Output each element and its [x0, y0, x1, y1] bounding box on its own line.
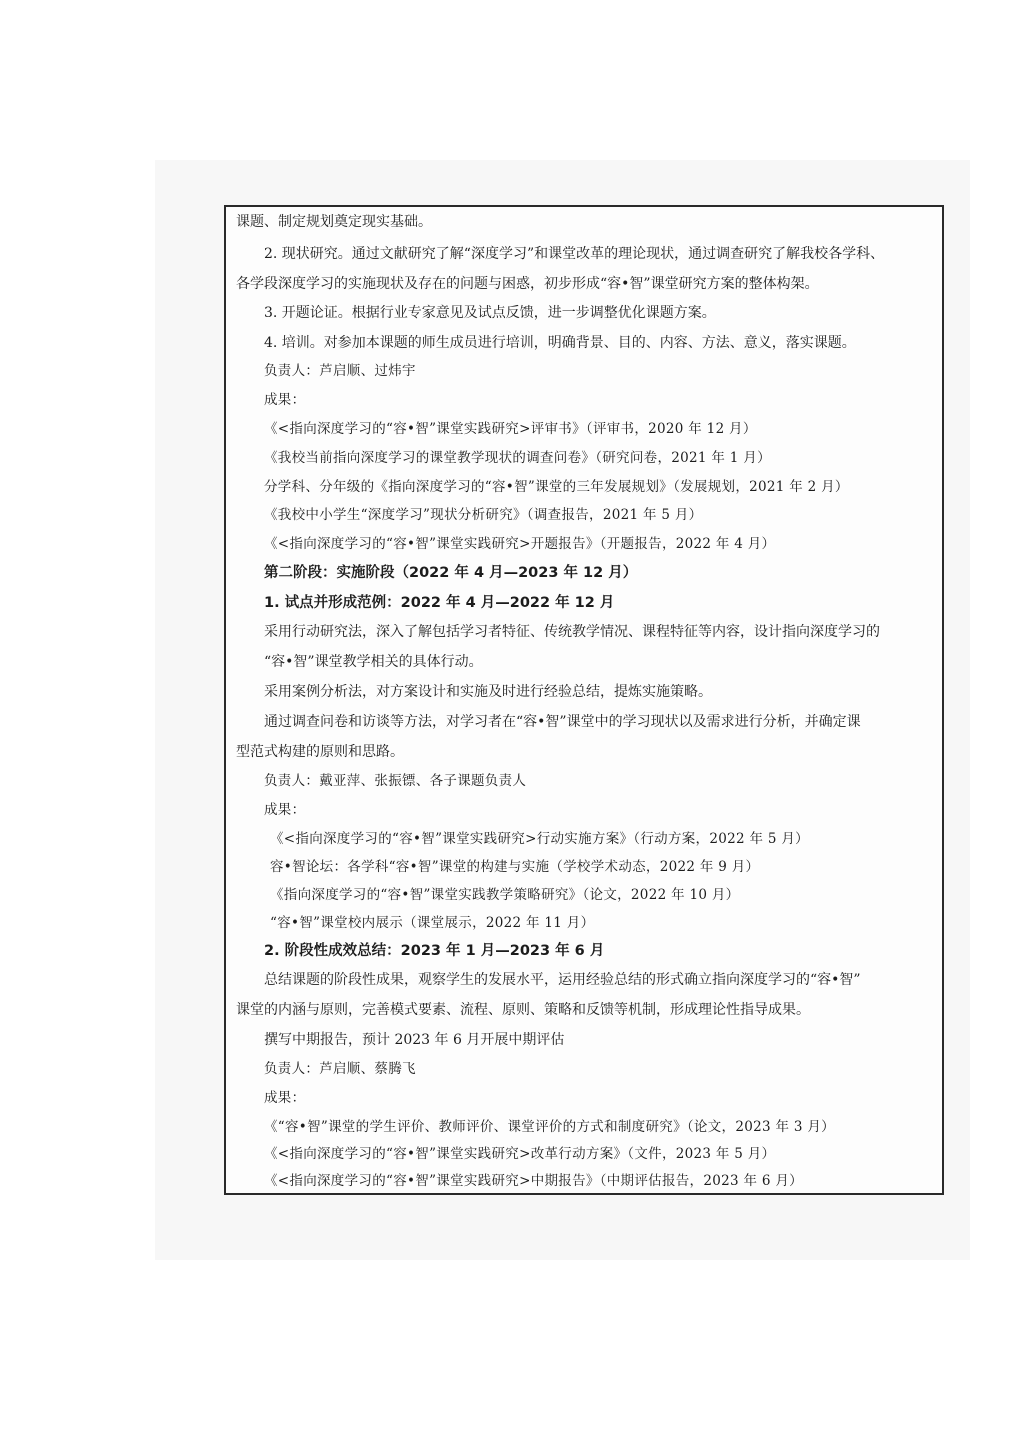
text-line: “容•智”课堂教学相关的具体行动。: [264, 654, 483, 670]
text-line: 总结课题的阶段性成果，观察学生的发展水平，运用经验总结的形式确立指向深度学习的“容•智”: [264, 972, 861, 988]
text-line: 4. 培训。对参加本课题的师生成员进行培训，明确背景、目的、内容、方法、意义，落实课题。: [264, 335, 856, 351]
result-item: 《<指向深度学习的“容•智”课堂实践研究>开题报告》（开题报告，2022 年 4 月）: [264, 536, 776, 552]
text-line: 课题、制定规划奠定现实基础。: [236, 214, 432, 230]
result-item: 《<指向深度学习的“容•智”课堂实践研究>中期报告》（中期评估报告，2023 年 6 月）: [264, 1173, 803, 1189]
document-table-cell: [224, 205, 944, 1195]
subsection-heading: 2. 阶段性成效总结：2023 年 1 月—2023 年 6 月: [264, 943, 605, 959]
results-label: 成果：: [264, 392, 306, 408]
results-label: 成果：: [264, 1090, 306, 1106]
result-item: 分学科、分年级的《指向深度学习的“容•智”课堂的三年发展规划》（发展规划，2021 年 2 月）: [264, 479, 849, 495]
text-line: 撰写中期报告，预计 2023 年 6 月开展中期评估: [264, 1032, 565, 1048]
result-item: 《<指向深度学习的“容•智”课堂实践研究>改革行动方案》（文件，2023 年 5 月）: [264, 1146, 776, 1162]
responsible-person: 负责人：芦启顺、过炜宇: [264, 363, 416, 379]
result-item: 容•智论坛：各学科“容•智”课堂的构建与实施（学校学术动态，2022 年 9 月）: [270, 859, 760, 875]
result-item: 《“容•智”课堂的学生评价、教师评价、课堂评价的方式和制度研究》（论文，2023 年 3 月）: [264, 1119, 835, 1135]
text-line: 2. 现状研究。通过文献研究了解“深度学习”和课堂改革的理论现状，通过调查研究了解我校各学科、: [264, 246, 885, 262]
result-item: 《我校中小学生“深度学习”现状分析研究》（调查报告，2021 年 5 月）: [264, 507, 703, 523]
subsection-heading: 1. 试点并形成范例：2022 年 4 月—2022 年 12 月: [264, 595, 615, 611]
responsible-person: 负责人：戴亚萍、张振镖、各子课题负责人: [264, 773, 527, 789]
result-item: 《<指向深度学习的“容•智”课堂实践研究>行动实施方案》（行动方案，2022 年 5 月）: [270, 831, 809, 847]
results-label: 成果：: [264, 802, 306, 818]
result-item: 《我校当前指向深度学习的课堂教学现状的调查问卷》（研究问卷，2021 年 1 月）: [264, 450, 771, 466]
text-line: 课堂的内涵与原则，完善模式要素、流程、原则、策略和反馈等机制，形成理论性指导成果。: [236, 1002, 810, 1018]
text-line: 型范式构建的原则和思路。: [236, 744, 404, 760]
text-line: 通过调查问卷和访谈等方法，对学习者在“容•智”课堂中的学习现状以及需求进行分析，并确定课: [264, 714, 861, 730]
result-item: 《指向深度学习的“容•智”课堂实践教学策略研究》（论文，2022 年 10 月）: [270, 887, 740, 903]
result-item: 《<指向深度学习的“容•智”课堂实践研究>评审书》（评审书，2020 年 12 月）: [264, 421, 757, 437]
text-line: 采用案例分析法，对方案设计和实施及时进行经验总结，提炼实施策略。: [264, 684, 712, 700]
section-heading: 第二阶段：实施阶段（2022 年 4 月—2023 年 12 月）: [264, 565, 638, 581]
responsible-person: 负责人：芦启顺、蔡腾飞: [264, 1061, 416, 1077]
text-line: 采用行动研究法，深入了解包括学习者特征、传统教学情况、课程特征等内容，设计指向深度学习的: [264, 624, 880, 640]
text-line: 各学段深度学习的实施现状及存在的问题与困惑，初步形成“容•智”课堂研究方案的整体构架。: [236, 276, 819, 292]
result-item: “容•智”课堂校内展示（课堂展示，2022 年 11 月）: [270, 915, 595, 931]
text-line: 3. 开题论证。根据行业专家意见及试点反馈，进一步调整优化课题方案。: [264, 305, 716, 321]
